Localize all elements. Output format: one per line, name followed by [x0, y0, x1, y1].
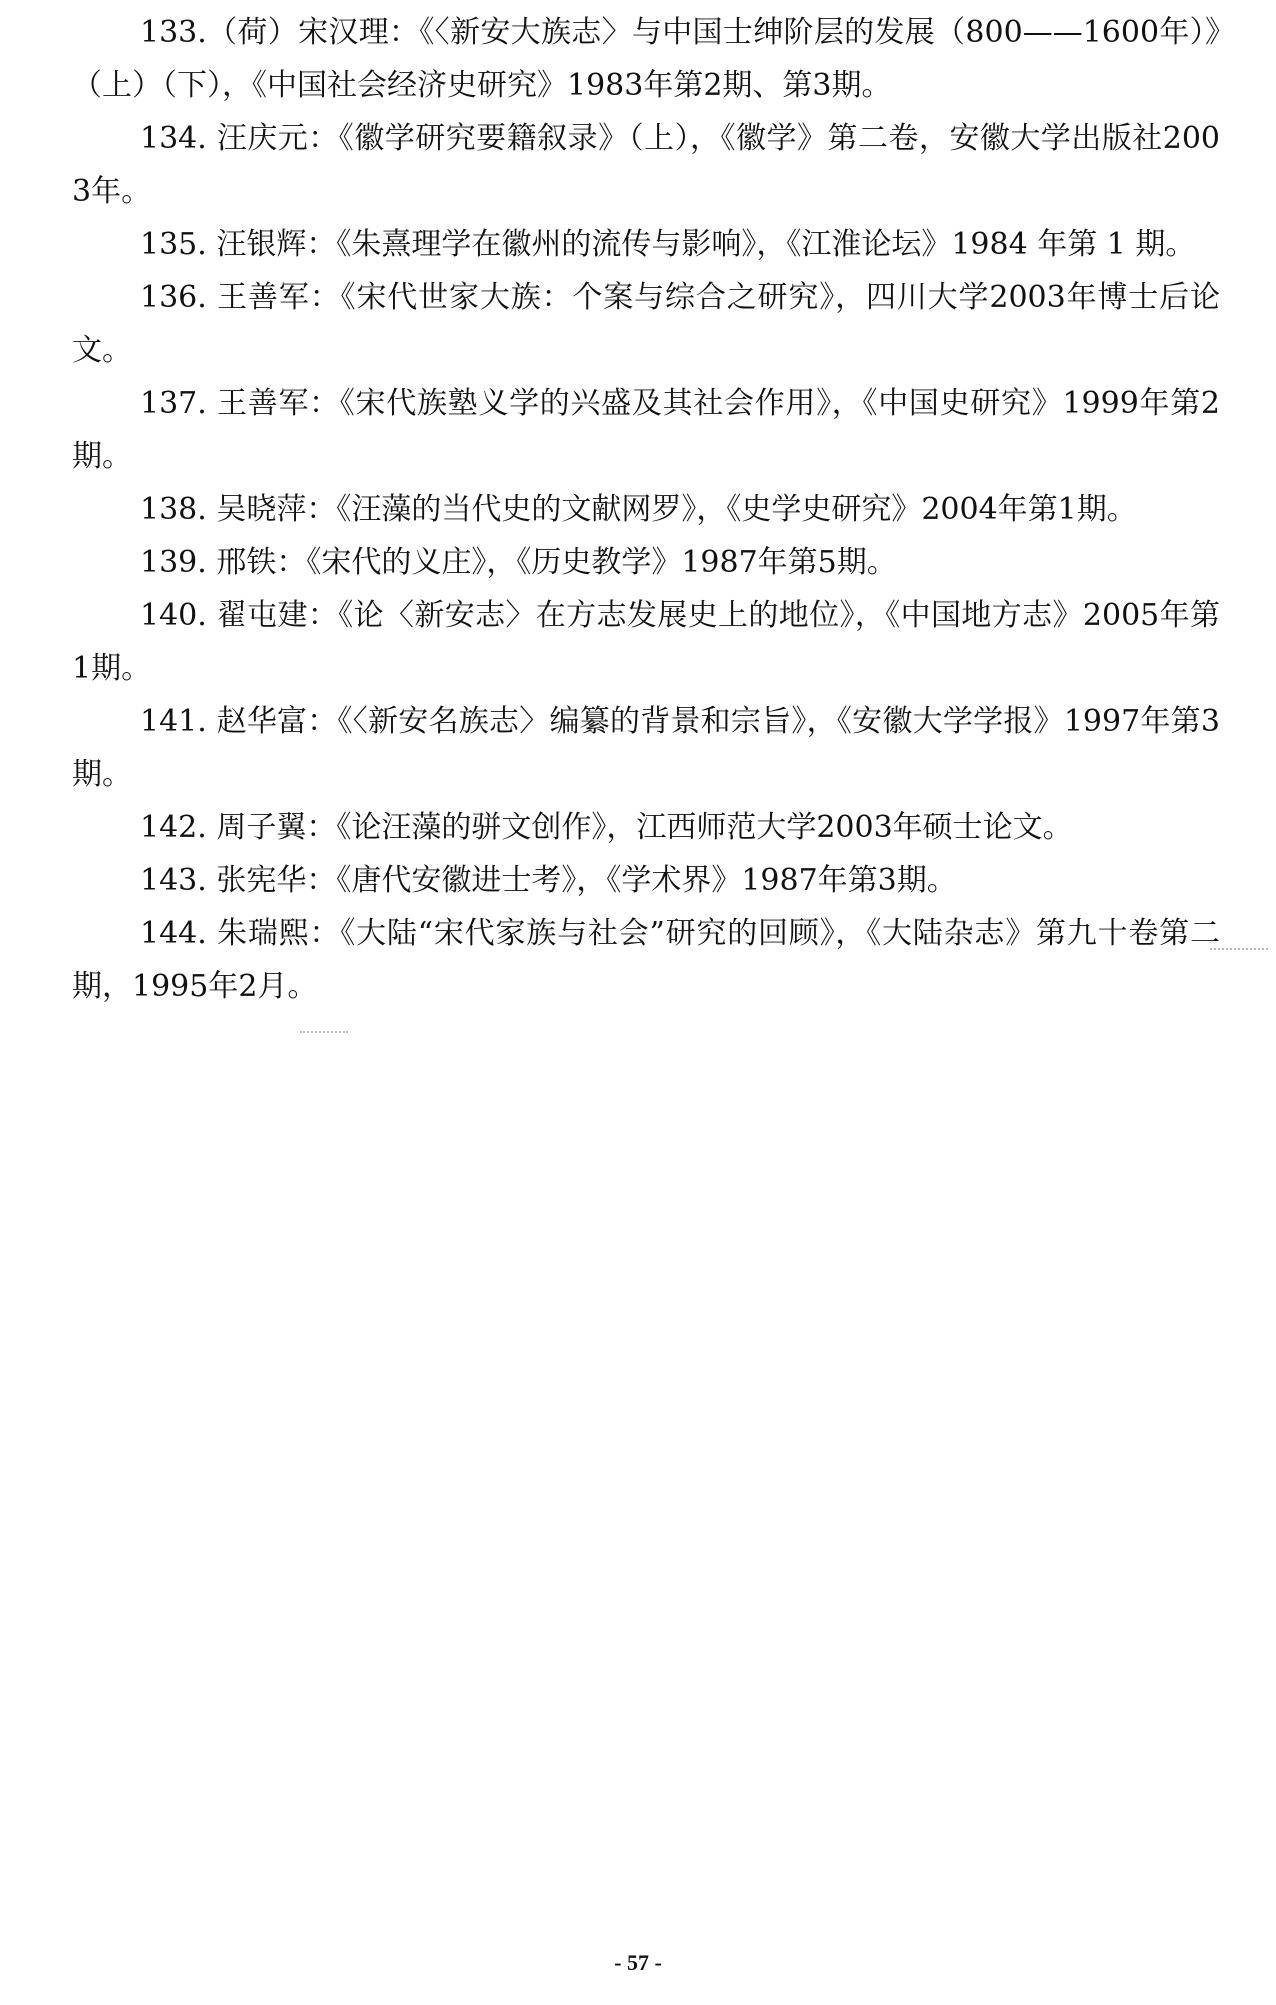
reference-item: 142. 周子翼：《论汪藻的骈文创作》，江西师范大学2003年硕士论文。	[140, 810, 1073, 845]
reference-item: 138. 吴晓萍：《汪藻的当代史的文献网罗》，《史学史研究》2004年第1期。	[140, 492, 1137, 527]
scan-speck	[300, 1031, 348, 1033]
reference-item: 141. 赵华富：《〈新安名族志〉编纂的背景和宗旨》，《安徽大学学报》1997年第3期。	[72, 704, 1220, 792]
reference-item: 139. 邢铁：《宋代的义庄》，《历史教学》1987年第5期。	[140, 545, 897, 580]
reference-item: 143. 张宪华：《唐代安徽进士考》，《学术界》1987年第3期。	[140, 863, 957, 898]
reference-item: 137. 王善军：《宋代族塾义学的兴盛及其社会作用》，《中国史研究》1999年第2期。	[72, 386, 1220, 474]
reference-item: 134. 汪庆元：《徽学研究要籍叙录》（上），《徽学》第二卷，安徽大学出版社2003年。	[72, 121, 1220, 209]
reference-item: 133.（荷）宋汉理：《〈新安大族志〉与中国士绅阶层的发展（800——1600年）》（上）（下），《中国社会经济史研究》1983年第2期、第3期。	[72, 15, 1220, 103]
reference-item: 140. 翟屯建：《论〈新安志〉在方志发展史上的地位》，《中国地方志》2005年第1期。	[72, 598, 1220, 686]
reference-item: 144. 朱瑞熙：《大陆“宋代家族与社会”研究的回顾》，《大陆杂志》第九十卷第二期，1995年2月。	[72, 916, 1220, 1004]
reference-item: 136. 王善军：《宋代世家大族：个案与综合之研究》，四川大学2003年博士后论文。	[72, 280, 1220, 368]
reference-item: 135. 汪银辉：《朱熹理学在徽州的流传与影响》，《江淮论坛》1984 年第 1 期。	[140, 227, 1196, 262]
scan-speck	[1210, 948, 1268, 950]
reference-list	[72, 6, 1220, 1013]
page-number: - 57 -	[614, 1950, 662, 1975]
